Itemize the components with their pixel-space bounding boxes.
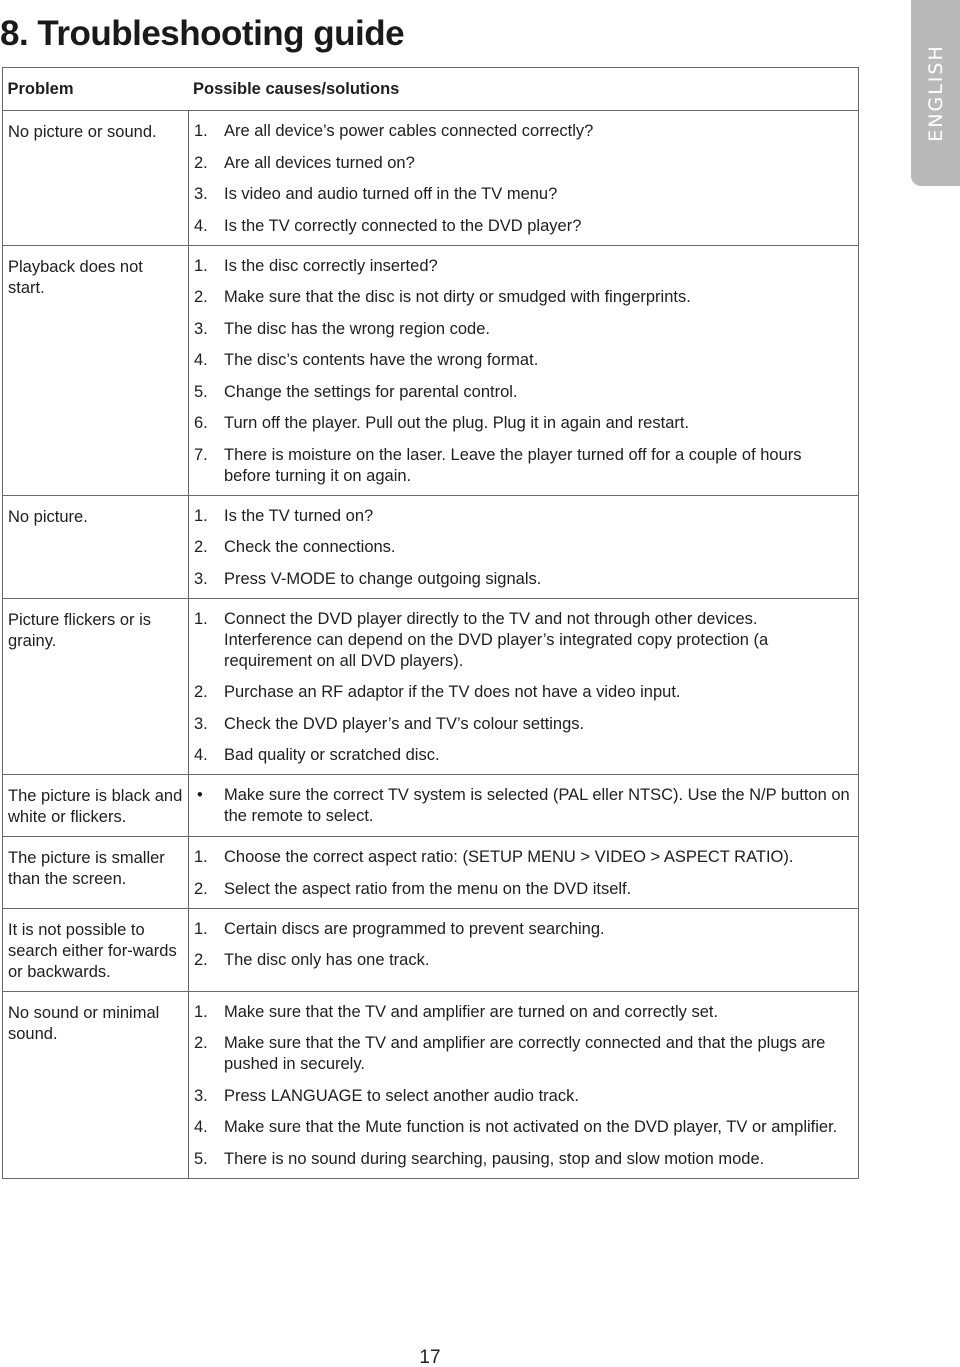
solution-list <box>194 256 850 487</box>
solution-item <box>194 745 850 766</box>
solution-text: Make sure that the Mute function is not activated on the DVD player, TV or amplifier. <box>224 1118 838 1136</box>
solution-text: Press LANGUAGE to select another audio track. <box>224 1086 579 1105</box>
step-number: 1. <box>194 506 208 525</box>
solution-text: Purchase an RF adaptor if the TV does not have a video input. <box>224 683 681 701</box>
solution-item <box>194 184 850 205</box>
step-number: 2. <box>194 951 208 969</box>
solution-text: The disc has the wrong region code. <box>224 319 490 338</box>
step-number: 1. <box>194 848 208 866</box>
step-number: 1. <box>194 919 208 938</box>
solution-item <box>194 506 850 527</box>
solution-list <box>194 847 850 900</box>
problem-cell: It is not possible to search either for-wards or backwards. <box>3 908 189 991</box>
solution-item <box>194 847 850 868</box>
page-title: 8. Troubleshooting guide <box>0 14 405 53</box>
solution-text: The disc’s contents have the wrong format. <box>224 351 539 369</box>
solution-text: Make sure that the TV and amplifier are turned on and correctly set. <box>224 1002 719 1021</box>
solution-list <box>194 785 850 827</box>
solutions-cell <box>189 837 859 909</box>
table-row <box>3 598 859 775</box>
solution-text: There is moisture on the laser. Leave the player turned off for a couple of hours before turning it on again. <box>224 445 802 485</box>
problem-cell: The picture is smaller than the screen. <box>3 837 189 909</box>
solution-text: Turn off the player. Pull out the plug. Plug it in again and restart. <box>224 414 690 432</box>
problem-cell: No sound or minimal sound. <box>3 991 189 1178</box>
step-number: 2. <box>194 683 208 701</box>
solution-item <box>194 919 850 940</box>
solution-item <box>194 413 850 434</box>
solutions-cell <box>189 908 859 991</box>
solution-text: Check the connections. <box>224 538 396 556</box>
table-row <box>3 495 859 598</box>
problem-cell: The picture is black and white or flickers. <box>3 775 189 837</box>
solutions-column-header: Possible causes/solutions <box>193 79 400 98</box>
solution-text: Is video and audio turned off in the TV menu? <box>224 185 558 203</box>
solutions-cell <box>189 775 859 837</box>
step-number: 5. <box>194 382 208 401</box>
step-number: 3. <box>194 569 208 588</box>
step-number: 1. <box>194 122 208 140</box>
problem-cell: Picture flickers or is grainy. <box>3 598 189 775</box>
step-number: 7. <box>194 445 208 464</box>
step-number: 2. <box>194 288 208 306</box>
solution-text: Change the settings for parental control. <box>224 382 518 401</box>
solution-list <box>194 506 850 590</box>
solution-item <box>194 682 850 703</box>
solution-list <box>194 609 850 767</box>
solution-text: Are all device’s power cables connected correctly? <box>224 122 594 140</box>
solution-text: There is no sound during searching, pausing, stop and slow motion mode. <box>224 1149 765 1168</box>
table-body <box>3 111 859 1179</box>
troubleshooting-table <box>2 67 859 1179</box>
solution-text: Is the TV correctly connected to the DVD player? <box>224 216 582 235</box>
table-header-cell <box>3 68 859 111</box>
solution-item <box>194 537 850 558</box>
solution-text: Is the disc correctly inserted? <box>224 256 438 275</box>
problem-cell: Playback does not start. <box>3 245 189 495</box>
solution-item <box>194 785 850 827</box>
step-number: 2. <box>194 538 208 556</box>
step-number: 3. <box>194 185 208 203</box>
solution-list <box>194 919 850 972</box>
problem-cell: No picture. <box>3 495 189 598</box>
problem-cell: No picture or sound. <box>3 111 189 246</box>
solution-text: Certain discs are programmed to prevent searching. <box>224 919 605 938</box>
solution-item <box>194 569 850 590</box>
solutions-cell <box>189 495 859 598</box>
step-number: 4. <box>194 351 208 369</box>
step-number: 1. <box>194 256 208 275</box>
solution-text: Make sure that the disc is not dirty or smudged with fingerprints. <box>224 288 691 306</box>
solution-item <box>194 287 850 308</box>
solution-text: Press V-MODE to change outgoing signals. <box>224 569 542 588</box>
solution-item <box>194 714 850 735</box>
solution-item <box>194 1002 850 1023</box>
table-row <box>3 775 859 837</box>
step-number: 2. <box>194 1034 208 1052</box>
solution-item <box>194 445 850 487</box>
table-row <box>3 245 859 495</box>
step-number: 1. <box>194 609 208 628</box>
step-number: 3. <box>194 319 208 338</box>
solutions-cell <box>189 991 859 1178</box>
solution-item <box>194 121 850 142</box>
solution-text: Are all devices turned on? <box>224 153 415 172</box>
bullet-marker: • <box>197 786 203 804</box>
solution-text: The disc only has one track. <box>224 951 430 969</box>
solution-text: Make sure the correct TV system is selected (PAL eller NTSC). Use the N/P button on the remote to select. <box>224 786 850 825</box>
solution-item <box>194 1033 850 1075</box>
solution-item <box>194 256 850 277</box>
solution-text: Choose the correct aspect ratio: (SETUP MENU > VIDEO > ASPECT RATIO). <box>224 848 794 866</box>
solution-list <box>194 121 850 237</box>
solution-item <box>194 216 850 237</box>
solution-text: Check the DVD player’s and TV’s colour settings. <box>224 714 585 733</box>
solution-item <box>194 350 850 371</box>
step-number: 2. <box>194 153 208 172</box>
step-number: 3. <box>194 714 208 733</box>
table-row <box>3 908 859 991</box>
table-row <box>3 837 859 909</box>
solution-text: Make sure that the TV and amplifier are correctly connected and that the plugs are pushed in securely. <box>224 1034 826 1073</box>
solution-item <box>194 950 850 971</box>
step-number: 4. <box>194 746 208 764</box>
table-row <box>3 111 859 246</box>
solution-text: Select the aspect ratio from the menu on the DVD itself. <box>224 879 632 898</box>
step-number: 4. <box>194 1118 208 1136</box>
table-header-row <box>3 68 859 111</box>
step-number: 6. <box>194 414 208 432</box>
solution-item <box>194 153 850 174</box>
solutions-cell <box>189 245 859 495</box>
solution-item <box>194 1117 850 1138</box>
solution-text: Connect the DVD player directly to the TV and not through other devices. Interference can depend on the DVD player’s integrated copy protection (a requirement on all DVD players). <box>224 609 769 670</box>
solution-item <box>194 879 850 900</box>
solutions-cell <box>189 598 859 775</box>
solution-list <box>194 1002 850 1170</box>
language-tab <box>911 0 960 186</box>
table-row <box>3 991 859 1178</box>
solution-item <box>194 319 850 340</box>
step-number: 4. <box>194 216 208 235</box>
solutions-cell <box>189 111 859 246</box>
solution-text: Bad quality or scratched disc. <box>224 746 440 764</box>
problem-column-header: Problem <box>7 79 74 98</box>
page-number: 17 <box>419 1347 441 1367</box>
step-number: 5. <box>194 1149 208 1168</box>
step-number: 2. <box>194 879 208 898</box>
step-number: 3. <box>194 1086 208 1105</box>
solution-item <box>194 1149 850 1170</box>
language-tab-label: ENGLISH <box>924 44 947 142</box>
step-number: 1. <box>194 1002 208 1021</box>
solution-item <box>194 1086 850 1107</box>
solution-item <box>194 382 850 403</box>
solution-item <box>194 609 850 672</box>
solution-text: Is the TV turned on? <box>224 506 374 525</box>
